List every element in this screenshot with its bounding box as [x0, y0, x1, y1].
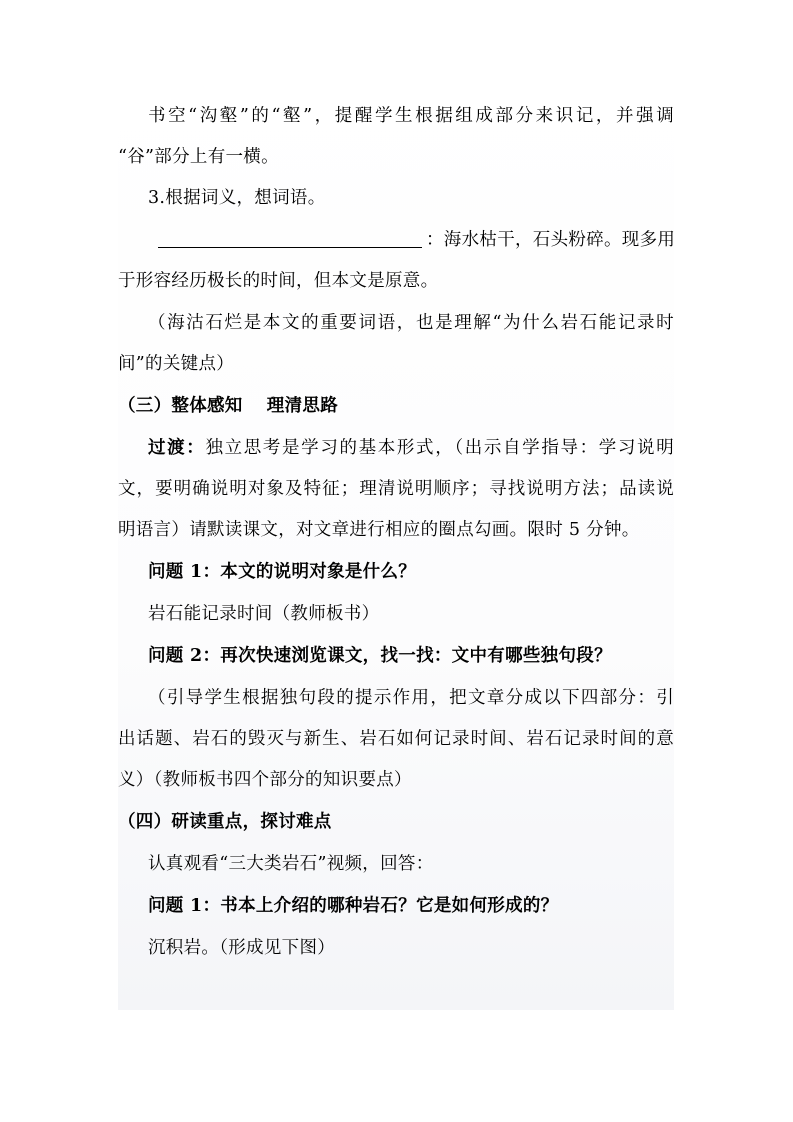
text-line: （海沽石烂是本文的重要词语，也是理解“为什么岩石能记录时 — [148, 313, 674, 333]
section-heading-3 — [118, 386, 674, 427]
text-line: 书空“沟壑”的“壑”，提醒学生根据组成部分来识记，并强调 — [148, 106, 674, 126]
paragraph-definition — [118, 220, 674, 302]
text-line: 认真观看“三大类岩石”视频，回答： — [148, 854, 434, 874]
text-line: 出话题、岩石的毁灭与新生、岩石如何记录时间、岩石记录时间的意 — [118, 729, 674, 749]
paragraph-item-3 — [118, 178, 704, 219]
text-line: （引导学生根据独句段的提示作用，把文章分成以下四部分：引 — [148, 688, 674, 708]
text-line — [118, 220, 674, 261]
text-line: 义）（教师板书四个部分的知识要点） — [118, 770, 412, 790]
paragraph-transition — [118, 428, 674, 551]
answer-1 — [118, 594, 704, 635]
bold-prefix: 过渡： — [148, 438, 206, 458]
text-line: 3.根据词义，想词语。 — [148, 188, 326, 208]
text-line — [118, 428, 674, 469]
question-3 — [118, 886, 704, 927]
question-1 — [118, 552, 704, 593]
fill-in-blank[interactable] — [158, 227, 422, 248]
heading-text: （三）整体感知 理清思路 — [118, 396, 338, 416]
question-text: 问题 2：再次快速浏览课文，找一找：文中有哪些独句段？ — [148, 646, 612, 666]
paragraph-note — [118, 303, 674, 385]
definition-text: ：海水枯干，石头粉碎。现多用 — [426, 230, 676, 250]
line-rest: 独立思考是学习的基本形式，（出示自学指导：学习说明 — [205, 438, 675, 458]
text-line: 于形容经历极长的时间，但本文是原意。 — [118, 271, 439, 291]
section-heading-4 — [118, 802, 674, 843]
text-line: 文，要明确说明对象及特征；理清说明顺序；寻找说明方法；品读说 — [118, 479, 674, 499]
paragraph-guidance — [118, 678, 674, 801]
paragraph-radical-note — [118, 96, 674, 178]
text-line: “谷”部分上有一横。 — [118, 147, 279, 167]
answer-text: 岩石能记录时间（教师板书） — [148, 604, 380, 624]
question-text: 问题 1：书本上介绍的哪种岩石？它是如何形成的？ — [148, 896, 559, 916]
question-2 — [118, 636, 704, 677]
text-line: 间”的关键点） — [118, 354, 235, 374]
heading-text: （四）研读重点，探讨难点 — [118, 812, 332, 832]
paragraph-video — [118, 844, 704, 885]
answer-3 — [118, 928, 704, 969]
answer-text: 沉积岩。（形成见下图） — [148, 938, 336, 958]
question-text: 问题 1：本文的说明对象是什么？ — [148, 562, 417, 582]
text-line: 明语言）请默读课文，对文章进行相应的圈点勾画。限时 5 分钟。 — [118, 520, 640, 540]
